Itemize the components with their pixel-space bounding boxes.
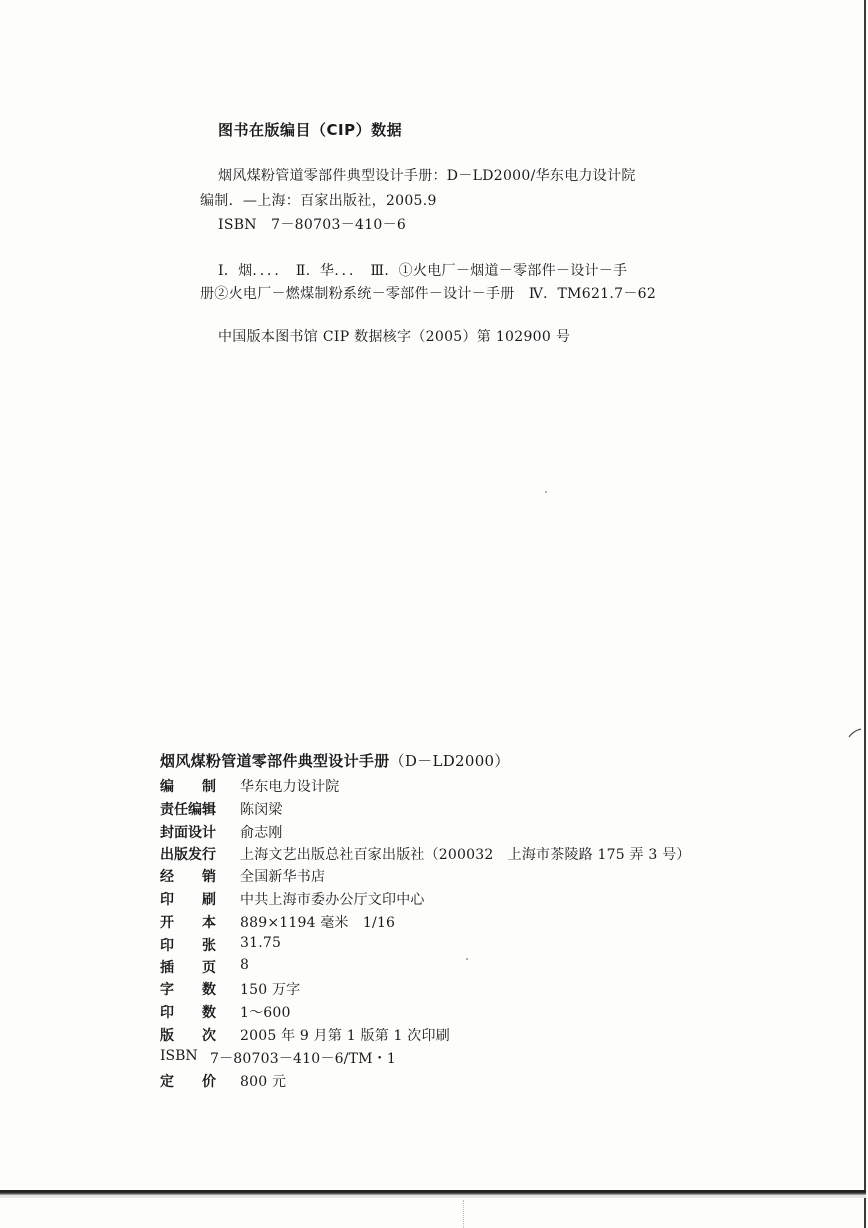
- info-label: 责任编辑: [160, 802, 216, 818]
- info-value: 上海文艺出版总社百家出版社（200032 上海市茶陵路 175 弄 3 号）: [240, 847, 691, 863]
- info-value: 800 元: [240, 1074, 287, 1090]
- info-label: 印 刷: [160, 892, 216, 908]
- info-value: 中共上海市委办公厅文印中心: [240, 892, 425, 908]
- info-label: 出版发行: [160, 847, 216, 863]
- cip-line-subjects-2: 册②火电厂－燃煤制粉系统－零部件－设计－手册 Ⅳ．TM621.7－62: [200, 286, 657, 302]
- scan-edge-right: [864, 0, 866, 1228]
- book-title-code: （D－LD2000）: [389, 752, 510, 770]
- info-value: 陈闵梁: [240, 802, 283, 818]
- scan-edge-shadow: [0, 1195, 866, 1198]
- cip-line-subjects-1: Ⅰ．烟．．．． Ⅱ．华．．． Ⅲ．①火电厂－烟道－零部件－设计－手: [218, 263, 628, 279]
- info-value: 889×1194 毫米 1/16: [240, 915, 396, 931]
- scan-fold-mark: [463, 1200, 465, 1228]
- cip-line-isbn: ISBN 7－80703－410－6: [218, 217, 407, 233]
- info-value: 全国新华书店: [240, 869, 326, 885]
- scan-speck: [545, 491, 547, 493]
- info-value: 华东电力设计院: [240, 779, 340, 795]
- cip-line-title: 烟风煤粉管道零部件典型设计手册：D－LD2000/华东电力设计院: [218, 168, 636, 184]
- info-label: 经 销: [160, 869, 216, 885]
- info-value: 1～600: [240, 1005, 291, 1021]
- book-title: [160, 750, 510, 771]
- info-label: 版 次: [160, 1028, 216, 1044]
- info-label: 封面设计: [160, 825, 216, 841]
- info-value: 8: [240, 957, 250, 973]
- info-value: 7－80703－410－6/TM・1: [210, 1051, 396, 1067]
- info-label: 定 价: [160, 1074, 216, 1090]
- info-label: 印 数: [160, 1005, 216, 1021]
- cip-title: 图书在版编目（CIP）数据: [218, 121, 403, 139]
- info-label: ISBN: [160, 1048, 198, 1064]
- cip-line-publisher: 编制．—上海：百家出版社，2005.9: [200, 193, 437, 209]
- pen-mark-icon: [848, 728, 862, 738]
- info-value: 150 万字: [240, 982, 301, 998]
- info-value: 2005 年 9 月第 1 版第 1 次印刷: [240, 1028, 450, 1044]
- info-label: 插 页: [160, 960, 216, 976]
- scan-speck: [466, 958, 468, 960]
- info-value: 俞志刚: [240, 825, 283, 841]
- cip-line-core-number: 中国版本图书馆 CIP 数据核字（2005）第 102900 号: [218, 329, 571, 345]
- info-label: 开 本: [160, 915, 216, 931]
- info-label: 编 制: [160, 779, 216, 795]
- info-value: 31.75: [240, 935, 282, 951]
- book-title-text: 烟风煤粉管道零部件典型设计手册: [160, 752, 390, 770]
- info-label: 字 数: [160, 982, 216, 998]
- info-label: 印 张: [160, 938, 216, 954]
